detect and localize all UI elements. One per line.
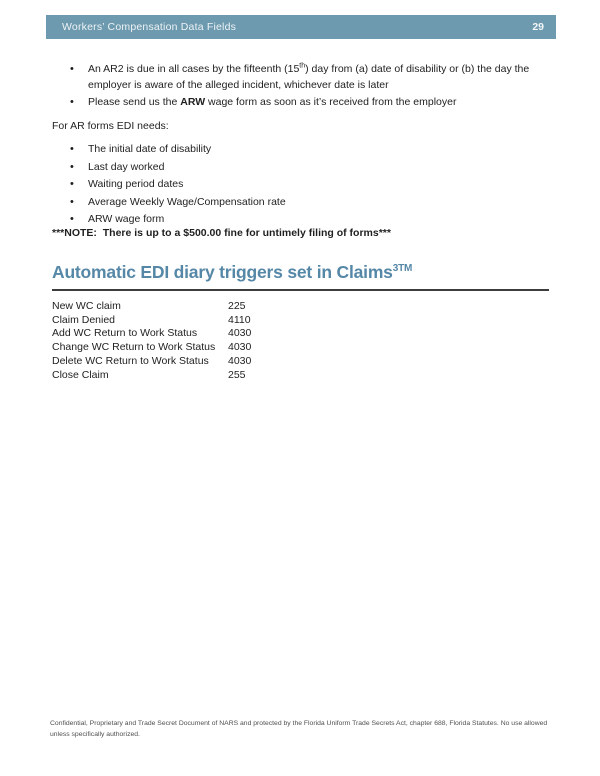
trigger-label: Add WC Return to Work Status <box>52 327 198 340</box>
table-row <box>52 355 372 369</box>
fine-note: ***NOTE: There is up to a $500.00 fine for untimely filing of forms*** <box>52 227 391 239</box>
table-row <box>52 300 372 314</box>
edi-need-item: • ARW wage form <box>68 212 488 228</box>
top-bullet-list <box>68 62 546 113</box>
bullet-text: Please send us the <box>88 96 181 108</box>
section-heading-edi-triggers <box>52 262 549 291</box>
bullet-item-arw-form <box>68 95 546 111</box>
edi-need-item: • Last day worked <box>68 160 488 176</box>
trigger-value: 4110 <box>228 313 251 326</box>
trigger-label: Delete WC Return to Work Status <box>52 354 209 367</box>
section-title-text: Automatic EDI diary triggers set in Claims <box>52 262 393 282</box>
table-row <box>52 314 372 328</box>
trigger-label: Claim Denied <box>52 313 116 326</box>
trigger-label: Change WC Return to Work Status <box>52 341 216 354</box>
page-header-bar <box>46 15 556 39</box>
bullet-text: wage form as soon as it’s received from the employer <box>205 96 457 108</box>
trigger-value: 4030 <box>228 327 252 340</box>
edi-need-item: • The initial date of disability <box>68 142 488 158</box>
bold-term-arw: ARW <box>180 96 206 108</box>
table-row <box>52 369 372 383</box>
trigger-label: New WC claim <box>52 300 121 312</box>
confidentiality-footer: Confidential, Proprietary and Trade Secret Document of NARS and protected by the Florida Uniform Trade Secrets Act, chapter 688, Florida Statutes. No use allowed unless specifically authorized. <box>50 720 548 739</box>
edi-need-item: • Average Weekly Wage/Compensation rate <box>68 195 488 211</box>
ar-forms-intro: For AR forms EDI needs: <box>52 120 169 132</box>
trigger-value: 225 <box>228 300 246 312</box>
bullet-text: An AR2 is due in all cases by the fifteenth (15 <box>88 63 300 75</box>
trigger-value: 4030 <box>228 341 252 354</box>
bullet-item-ar2-due <box>68 62 546 93</box>
table-row <box>52 341 372 355</box>
header-title: Workers’ Compensation Data Fields <box>62 21 237 33</box>
edi-need-item: • Waiting period dates <box>68 177 488 193</box>
superscript-th: th <box>299 62 306 70</box>
page-number: 29 <box>532 21 544 33</box>
table-row <box>52 327 372 341</box>
trigger-value: 4030 <box>228 354 252 367</box>
superscript-3tm: 3TM <box>392 263 413 275</box>
edi-needs-list <box>68 142 488 230</box>
bullet-text: ) day from (a) date of disability or (b) the day the employer is aware of the alleged incident, whichever date is later <box>88 63 530 91</box>
trigger-value: 255 <box>228 368 246 381</box>
trigger-table <box>52 300 372 382</box>
trigger-label: Close Claim <box>52 368 109 381</box>
